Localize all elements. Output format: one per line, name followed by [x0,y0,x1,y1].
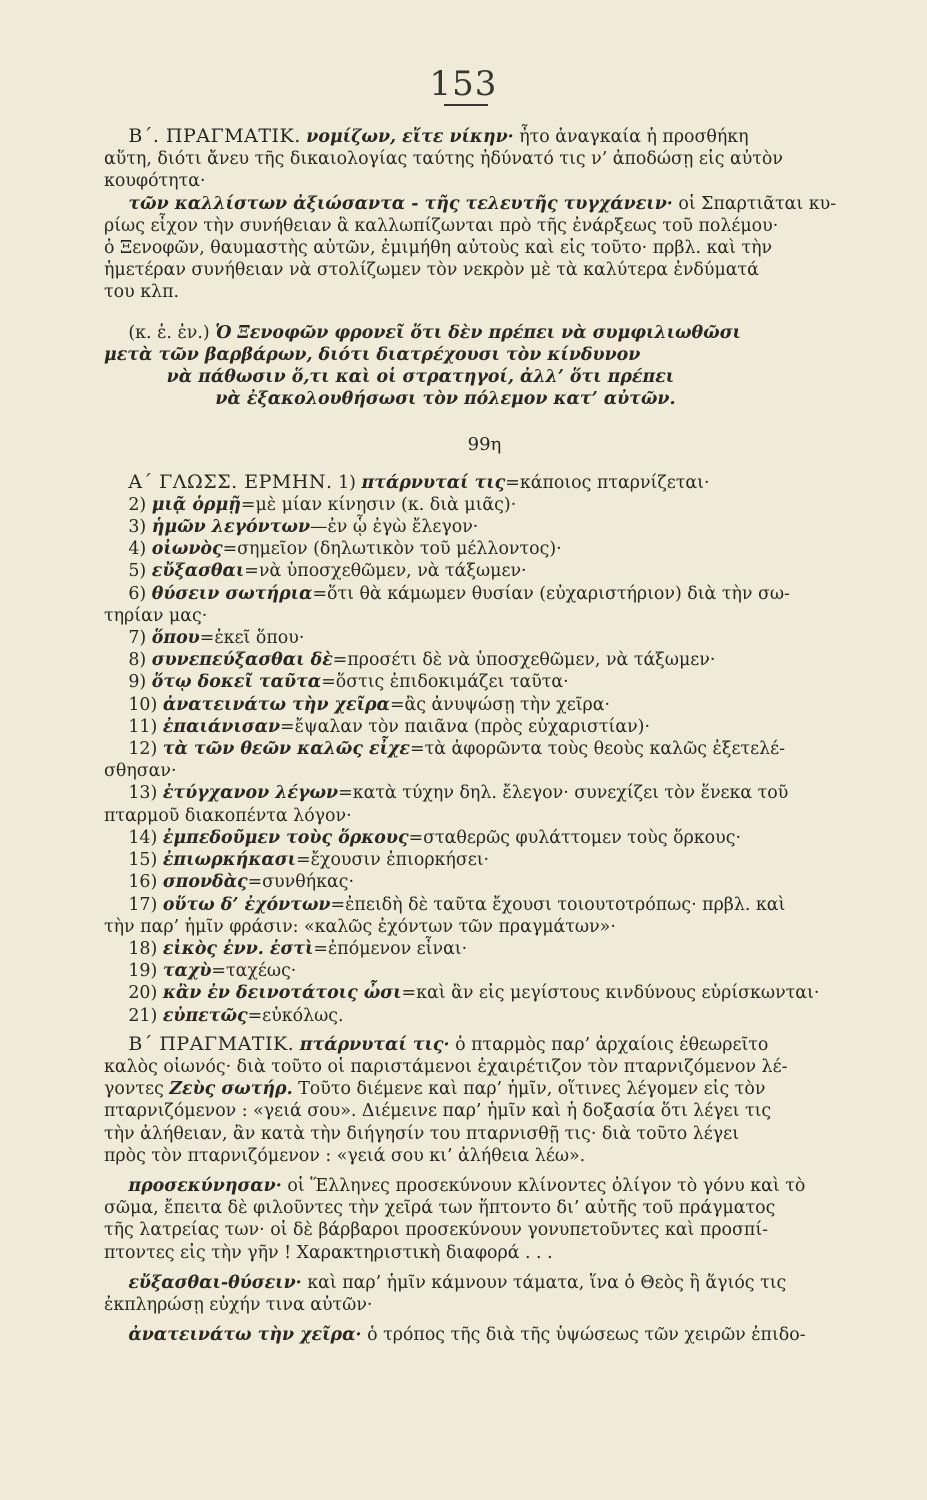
glossary-item-number: 17) [128,894,158,915]
glossary-term: ταχὺ [162,961,212,982]
glossary-item-number: 11) [128,716,158,737]
text-line: ὁ Ξενοφῶν, θαυμαστὴς αὐτῶν, ἐμιμήθη αὐτοὺς καὶ εἰς τοῦτο· πρβλ. καὶ τὴν [104,238,773,259]
text-line: ἐκπληρώσῃ εὐχήν τινα αὐτῶν· [104,1294,373,1315]
pragmatic-paragraph: εὔξασθαι-θύσειν· καὶ παρ’ ἡμῖν κάμνουν τάματα, ἵνα ὁ Θεὸς ἢ ἅγιός τις [128,1272,787,1293]
glossary-item [104,894,865,916]
quote-line: νὰ πάθωσιν ὅ,τι καὶ οἱ στρατηγοί, ἀλλ’ ὅτι πρέπει [166,367,675,388]
glossary-definition: =ἔψαλαν τὸν παιᾶνα (πρὸς εὐχαριστίαν)· [280,716,650,737]
glossary-item-number: 16) [128,872,158,893]
glossary-term: θύσειν σωτήρια [151,583,313,604]
glossary-item [104,649,865,671]
glossary-term: ἐτύγχανον λέγων [162,783,339,804]
glossary-item-number: 14) [128,827,158,848]
glossary-definition: =συνθήκας· [247,872,354,893]
glossary-definition-continued: τηρίαν μας· [104,605,208,626]
text-line: γοντες Ζεὺς σωτήρ. Τοῦτο διέμενε καὶ παρ’ ἡμῖν, οἵτινες λέγομεν εἰς τὸν [104,1079,766,1100]
glossary-item-number: 9) [128,672,147,693]
glossary-item-number: 1) [338,472,356,493]
glossary-term: ἐμπεδοῦμεν τοὺς ὅρκους [162,827,409,848]
glossary-definition: —ἐν ᾧ ἐγὼ ἔλεγον· [310,517,479,538]
glossary-term: ἀνατεινάτω τὴν χεῖρα [162,694,390,715]
glossary-item [104,849,865,871]
glossary-definition: =νὰ ὑποσχεθῶμεν, νὰ τάξωμεν· [244,561,527,582]
glossary-term: οἰωνὸς [151,539,223,560]
page-number: 153 [429,64,498,104]
glossary-item [104,716,865,738]
glossary-term: ἐπαιάνισαν [162,716,281,737]
glossary-term: ἡμῶν λεγόντων [151,517,311,538]
glossary-definition: =ταχέως· [211,961,297,982]
glossary-definition-continued: τὴν παρ’ ἡμῖν φράσιν: «καλῶς ἐχόντων τῶν πραγμάτων»· [104,916,616,937]
glossary-definition: =ἐκεῖ ὅπου· [199,628,305,649]
glossary-item-number: 21) [128,1005,158,1026]
glossary-definition: =προσέτι δὲ νὰ ὑποσχεθῶμεν, νὰ τάξωμεν· [332,650,716,671]
glossary-item [104,494,865,516]
glossary-term: εὔξασθαι [151,561,245,582]
glossary-item [104,871,865,893]
glossary-item-number: 4) [128,539,147,560]
text-line: του κλπ. [104,282,180,303]
quote-line: νὰ ἐξακολουθήσωσι τὸν πόλεμον κατ’ αὐτῶν. [215,389,676,410]
text-line: πταρνιζόμενον : «γειά σου». Διέμεινε παρ’ ἡμῖν καὶ ἡ δοξασία ὅτι λέγει τις [104,1101,772,1122]
glossary-item [104,583,865,605]
text-line: τῶν καλλίστων ἀξιώσαντα - τῆς τελευτῆς τυγχάνειν· οἱ Σπαρτιᾶται κυ- [128,193,837,214]
glossary-item-number: 6) [128,583,147,604]
glossary-definition: =κατὰ τύχην δηλ. ἔλεγον· συνεχίζει τὸν ἕνεκα τοῦ [338,783,789,804]
glossary-item [104,694,865,716]
text-line: κουφότητα· [104,171,206,192]
text-line: τὴν ἀλήθειαν, ἂν κατὰ τὴν διήγησίν του πταρνισθῇ τις· διὰ τοῦτο λέγει [104,1123,740,1144]
glossary-item [104,538,865,560]
text-line: ἡμετέραν συνήθειαν νὰ στολίζωμεν τὸν νεκρὸν μὲ τὰ καλύτερα ἐνδύματά [104,260,759,281]
glossary-item-number: 7) [128,628,147,649]
glossary-heading: Α΄ ΓΛΩΣΣ. ΕΡΜΗΝ. [128,470,333,493]
glossary-definition: =ἐπειδὴ δὲ ταῦτα ἔχουσι τοιουτοτρόπως· πρβλ. καὶ [330,894,786,915]
glossary-term: ὅτῳ δοκεῖ ταῦτα [151,672,322,693]
glossary-item-number: 15) [128,850,158,871]
glossary-term: κἂν ἐν δεινοτάτοις ὦσι [162,983,402,1004]
glossary-list [104,471,865,1033]
glossary-item [104,560,865,582]
glossary-definition: =ἐπόμενον εἶναι· [313,938,468,959]
glossary-item-number: 13) [128,783,158,804]
text-line: πτοντες εἰς τὴν γῆν ! Χαρακτηριστικὴ διαφορά . . . [104,1242,553,1263]
glossary-term: ἐπιωρκήκασι [162,850,296,871]
glossary-item-number: 18) [128,938,158,959]
quote-line: (κ. ἑ. ἐν.) Ὁ Ξενοφῶν φρονεῖ ὅτι δὲν πρέπει νὰ συμφιλιωθῶσι [128,322,741,343]
quote-line: μετὰ τῶν βαρβάρων, διότι διατρέχουσι τὸν κίνδυνον [104,344,641,365]
glossary-term: ὅπου [151,628,200,649]
pragmatic-paragraph: Β΄ ΠΡΑΓΜΑΤΙΚ. πτάρνυταί τις· ὁ πταρμὸς παρ’ ἀρχαίοις ἐθεωρεῖτο [128,1032,769,1055]
glossary-item-number: 20) [128,983,158,1004]
text-line: ρίως εἶχον τὴν συνήθειαν ἃ καλλωπίζωνται πρὸ τῆς ἐνάρξεως τοῦ πολέμου· [104,215,779,236]
glossary-definition: =εὐκόλως. [247,1005,344,1026]
glossary-item-number: 8) [128,650,147,671]
glossary-heading-line [104,471,865,494]
glossary-item [104,671,865,693]
glossary-definition: =μὲ μίαν κίνησιν (κ. διὰ μιᾶς)· [240,494,517,515]
section-number: 99η [467,434,502,456]
text-line: τῆς λατρείας των· οἱ δὲ βάρβαροι προσεκύνουν γονυπετοῦντες καὶ προσπί- [104,1220,769,1241]
glossary-item [104,782,865,804]
text-line: καλὸς οἰωνός· διὰ τοῦτο οἱ παριστάμενοι ἐχαιρέτιζον τὸν πταρνιζόμενον λέ- [104,1056,788,1077]
glossary-definition: =ὅτι θὰ κάμωμεν θυσίαν (εὐχαριστήριον) διὰ τὴν σω- [312,583,790,604]
glossary-item [104,938,865,960]
glossary-item-number: 2) [128,494,147,515]
pragmatic-paragraph: ἀνατεινάτω τὴν χεῖρα· ὁ τρόπος τῆς διὰ τῆς ὑψώσεως τῶν χειρῶν ἐπιδο- [128,1325,806,1346]
glossary-item [104,982,865,1004]
glossary-item [104,960,865,982]
text-line: σῶμα, ἔπειτα δὲ φιλοῦντες τὴν χεῖρά των ἥπτοντο δι’ αὐτῆς τοῦ πράγματος [104,1198,776,1219]
glossary-item [104,1005,865,1027]
glossary-term: συνεπεύξασθαι δὲ [151,650,333,671]
glossary-term: τὰ τῶν θεῶν καλῶς εἶχε [162,739,410,760]
glossary-term: εὐπετῶς [162,1005,248,1026]
glossary-definition: =καὶ ἂν εἰς μεγίστους κινδύνους εὑρίσκωνται· [401,983,820,1004]
glossary-item [104,627,865,649]
text-line: πρὸς τὸν πταρνιζόμενον : «γειά σου κι’ ἀλήθεια λέω». [104,1145,586,1166]
glossary-item [104,516,865,538]
page-number-underline [444,104,488,106]
glossary-definition: =τὰ ἀφορῶντα τοὺς θεοὺς καλῶς ἐξετελέ- [410,739,785,760]
glossary-definition: =ἂς ἀνυψώσῃ τὴν χεῖρα· [389,694,611,715]
glossary-term: σπονδὰς [162,872,248,893]
glossary-definition: =σημεῖον (δηλωτικὸν τοῦ μέλλοντος)· [222,539,562,560]
glossary-term: εἰκὸς ἐνν. ἐστὶ [162,938,314,959]
glossary-item [104,827,865,849]
glossary-term: μιᾷ ὁρμῇ [151,494,241,515]
glossary-item [104,738,865,760]
glossary-definition: =σταθερῶς φυλάττομεν τοὺς ὅρκους· [408,827,741,848]
glossary-item-number: 3) [128,517,147,538]
glossary-definition: =κάποιος πταρνίζεται· [505,472,710,493]
glossary-definition-continued: πταρμοῦ διακοπέντα λόγον· [104,805,352,826]
glossary-item-number: 10) [128,694,158,715]
page-body [104,125,865,1346]
pragmatic-note-line: Β΄. ΠΡΑΓΜΑΤΙΚ. νομίζων, εἴτε νίκην· ἦτο ἀναγκαία ἡ προσθήκη [128,125,749,147]
glossary-term: οὕτω δ’ ἐχόντων [162,894,331,915]
glossary-item-number: 12) [128,739,158,760]
glossary-definition-continued: σθησαν· [104,761,177,782]
glossary-item-number: 5) [128,561,147,582]
text-line: αὕτη, διότι ἄνευ τῆς δικαιολογίας ταύτης ἠδύνατό τις ν’ ἀποδώσῃ εἰς αὐτὸν [104,149,783,170]
glossary-definition: =ὅστις ἐπιδοκιμάζει ταῦτα· [321,672,569,693]
glossary-item-number: 19) [128,961,158,982]
pragmatic-paragraph: προσεκύνησαν· οἱ Ἕλληνες προσεκύνουν κλίνοντες ὀλίγον τὸ γόνυ καὶ τὸ [128,1175,806,1196]
glossary-definition: =ἔχουσιν ἐπιορκήσει· [296,850,490,871]
glossary-term: πτάρνυταί τις [361,472,506,493]
